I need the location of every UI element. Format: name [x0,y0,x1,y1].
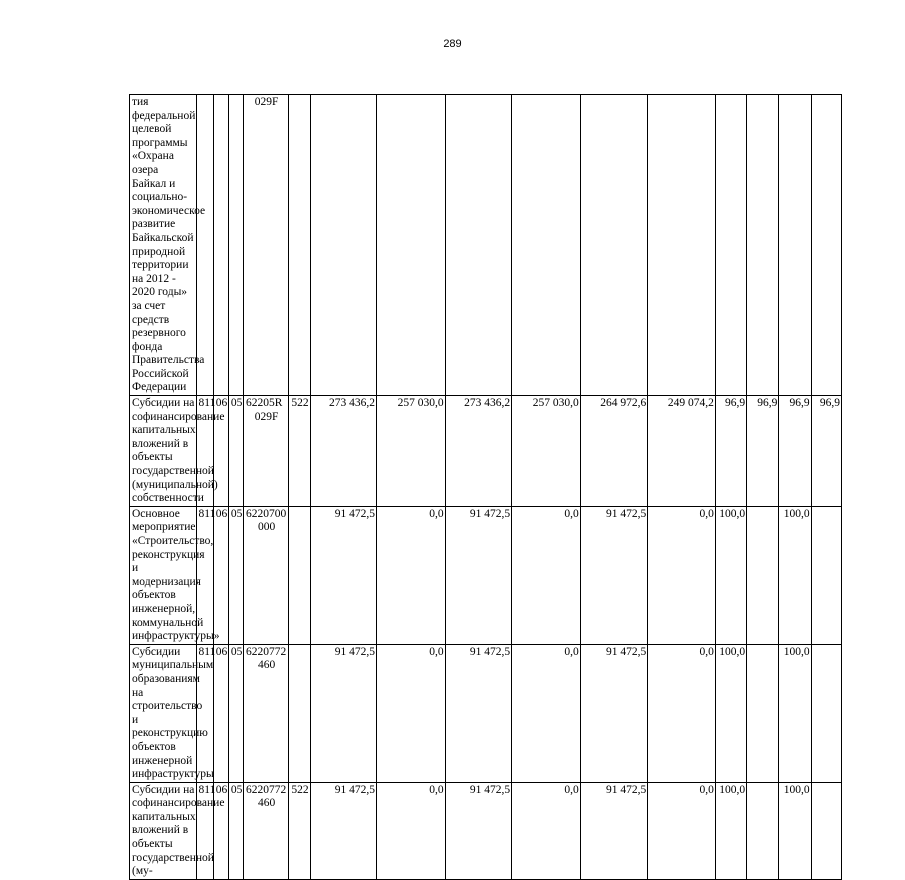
row-value-2: 0,0 [377,644,446,782]
page-number: 289 [443,38,462,50]
row-value-1: 91 472,5 [311,644,377,782]
row-percent-1: 96,9 [715,396,746,507]
row-percent-2 [747,95,779,396]
row-name: Основное мероприятие «Строительство, реконструкция и модернизация объектов инженерной, коммунальной инфраструктуры» [130,506,197,644]
row-vr: 522 [289,782,311,879]
row-cs [243,396,288,507]
table-row [130,782,842,879]
row-vr [289,644,311,782]
row-value-5: 91 472,5 [580,782,648,879]
row-gr: 811 [196,782,213,879]
row-gr [196,95,213,396]
row-percent-3: 100,0 [779,782,811,879]
row-percent-4: 96,9 [811,396,841,507]
row-value-6: 0,0 [648,782,716,879]
row-value-4: 0,0 [512,506,581,644]
row-rz: 06 [213,782,228,879]
row-value-3: 91 472,5 [445,782,512,879]
row-value-5: 91 472,5 [580,644,648,782]
table-row [130,396,842,507]
row-value-2: 0,0 [377,506,446,644]
row-value-6: 0,0 [648,644,716,782]
row-percent-1: 100,0 [715,782,746,879]
row-value-3: 91 472,5 [445,506,512,644]
row-percent-3 [779,95,811,396]
row-value-2: 257 030,0 [377,396,446,507]
row-percent-2: 96,9 [747,396,779,507]
table-row [130,644,842,782]
row-percent-1 [715,95,746,396]
row-vr [289,506,311,644]
row-rz: 06 [213,644,228,782]
row-rz: 06 [213,396,228,507]
row-value-5: 91 472,5 [580,506,648,644]
row-cs [243,782,288,879]
row-name: Субсидии на софинансирование капитальных вложений в объекты государственной (муниципальной) собственности [130,396,197,507]
row-percent-4 [811,95,841,396]
row-pr: 05 [228,782,243,879]
row-vr [289,95,311,396]
row-value-2: 0,0 [377,782,446,879]
row-value-5 [580,95,648,396]
row-value-3: 273 436,2 [445,396,512,507]
budget-table [129,94,842,880]
row-value-1: 91 472,5 [311,506,377,644]
row-percent-3: 100,0 [779,644,811,782]
row-rz: 06 [213,506,228,644]
row-cs-line1: 029F [254,96,279,108]
row-percent-2 [747,782,779,879]
table-row [130,506,842,644]
row-cs [243,506,288,644]
row-value-4: 0,0 [512,644,581,782]
row-cs-line2: 029F [254,410,279,423]
row-cs-line1: 6220772 [245,645,287,658]
row-name: тия федеральной целевой программы «Охрана озера Байкал и социально-экономическое развитие Байкальской природной территории на 2012 - 2020 годы» за счет средств резервного фонда Правительства Российской Федерации [130,95,197,396]
row-value-1: 91 472,5 [311,782,377,879]
row-pr: 05 [228,396,243,507]
row-name: Субсидии муниципальным образованиям на строительство и реконструкцию объектов инженерной инфраструктуры [130,644,197,782]
row-cs-line2: 000 [258,521,276,534]
row-cs-line2: 460 [258,797,276,810]
row-value-1: 273 436,2 [311,396,377,507]
row-cs [243,644,288,782]
row-percent-2 [747,644,779,782]
row-cs-line2: 460 [258,659,276,672]
row-value-2 [377,95,446,396]
row-pr: 05 [228,644,243,782]
row-name: Субсидии на софинансирование капитальных вложений в объекты государственной (му- [130,782,197,879]
row-value-4 [512,95,581,396]
row-percent-3: 96,9 [779,396,811,507]
row-cs-line1: 62205R [245,397,283,410]
row-gr: 811 [196,506,213,644]
row-vr: 522 [289,396,311,507]
row-gr: 811 [196,644,213,782]
row-value-6: 249 074,2 [648,396,716,507]
row-percent-1: 100,0 [715,506,746,644]
row-value-3 [445,95,512,396]
row-value-3: 91 472,5 [445,644,512,782]
row-percent-4 [811,782,841,879]
row-cs-line1: 6220700 [245,507,287,520]
row-value-6: 0,0 [648,506,716,644]
row-cs [243,95,288,396]
row-value-6 [648,95,716,396]
row-cs-line1: 6220772 [245,783,287,796]
table-row [130,95,842,396]
row-pr [228,95,243,396]
row-percent-3: 100,0 [779,506,811,644]
row-value-5: 264 972,6 [580,396,648,507]
row-pr: 05 [228,506,243,644]
row-percent-4 [811,506,841,644]
row-gr: 811 [196,396,213,507]
row-percent-4 [811,644,841,782]
row-value-4: 257 030,0 [512,396,581,507]
row-percent-1: 100,0 [715,644,746,782]
row-value-4: 0,0 [512,782,581,879]
row-percent-2 [747,506,779,644]
row-rz [213,95,228,396]
row-value-1 [311,95,377,396]
